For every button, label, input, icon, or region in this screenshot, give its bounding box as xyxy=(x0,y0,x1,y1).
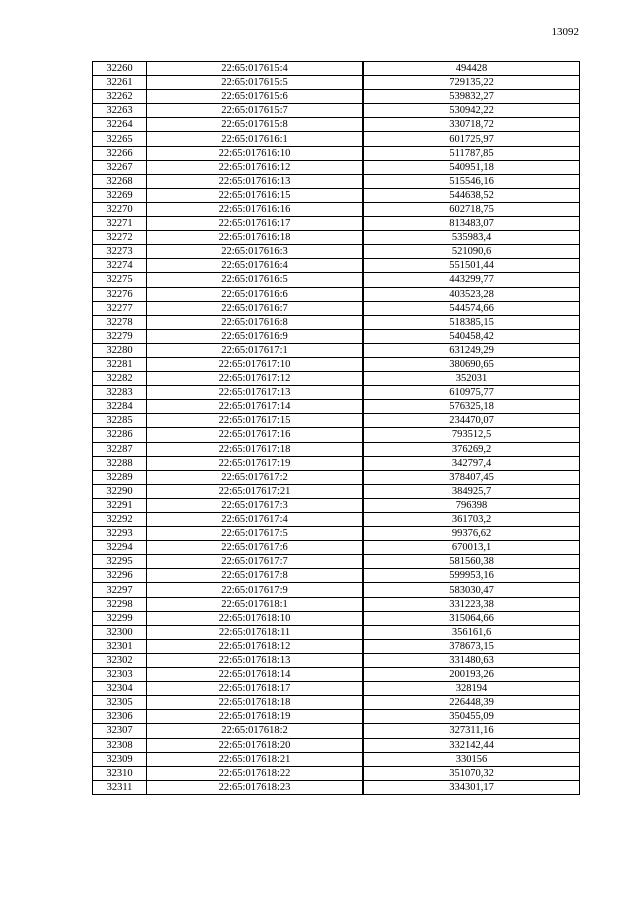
table-row xyxy=(93,456,580,470)
cadastral-number-cell: 22:65:017618:21 xyxy=(147,752,364,766)
cadastral-number-cell: 22:65:017618:18 xyxy=(147,696,364,710)
cadastral-number-cell: 22:65:017618:19 xyxy=(147,710,364,724)
cadastral-number-cell: 22:65:017616:13 xyxy=(147,174,364,188)
cadastral-number-cell: 22:65:017617:3 xyxy=(147,498,364,512)
table-row xyxy=(93,569,580,583)
value-cell: 330156 xyxy=(363,752,580,766)
table-row xyxy=(93,442,580,456)
row-number-cell: 32269 xyxy=(93,188,147,202)
cadastral-number-cell: 22:65:017617:14 xyxy=(147,400,364,414)
row-number-cell: 32289 xyxy=(93,470,147,484)
table-row xyxy=(93,738,580,752)
cadastral-number-cell: 22:65:017616:3 xyxy=(147,245,364,259)
cadastral-number-cell: 22:65:017615:8 xyxy=(147,118,364,132)
cadastral-number-cell: 22:65:017616:9 xyxy=(147,329,364,343)
table-row xyxy=(93,132,580,146)
cadastral-number-cell: 22:65:017616:10 xyxy=(147,146,364,160)
cadastral-number-cell: 22:65:017616:7 xyxy=(147,301,364,315)
row-number-cell: 32272 xyxy=(93,231,147,245)
row-number-cell: 32273 xyxy=(93,245,147,259)
row-number-cell: 32285 xyxy=(93,414,147,428)
row-number-cell: 32305 xyxy=(93,696,147,710)
value-cell: 631249,29 xyxy=(363,343,580,357)
page-number: 13092 xyxy=(551,26,579,38)
cadastral-number-cell: 22:65:017616:15 xyxy=(147,188,364,202)
table-row xyxy=(93,400,580,414)
value-cell: 352031 xyxy=(363,372,580,386)
row-number-cell: 32266 xyxy=(93,146,147,160)
row-number-cell: 32300 xyxy=(93,625,147,639)
cadastral-number-cell: 22:65:017615:7 xyxy=(147,104,364,118)
table-row xyxy=(93,62,580,76)
table-row xyxy=(93,217,580,231)
table-row xyxy=(93,104,580,118)
value-cell: 378673,15 xyxy=(363,639,580,653)
table-row xyxy=(93,470,580,484)
cadastral-number-cell: 22:65:017618:2 xyxy=(147,724,364,738)
table-row xyxy=(93,668,580,682)
table-row xyxy=(93,555,580,569)
value-cell: 551501,44 xyxy=(363,259,580,273)
table-row xyxy=(93,329,580,343)
value-cell: 518385,15 xyxy=(363,315,580,329)
table-row xyxy=(93,259,580,273)
cadastral-number-cell: 22:65:017616:5 xyxy=(147,273,364,287)
row-number-cell: 32280 xyxy=(93,343,147,357)
value-cell: 315064,66 xyxy=(363,611,580,625)
cadastral-number-cell: 22:65:017615:4 xyxy=(147,62,364,76)
cadastral-number-cell: 22:65:017618:14 xyxy=(147,668,364,682)
cadastral-number-cell: 22:65:017616:8 xyxy=(147,315,364,329)
value-cell: 384925,7 xyxy=(363,484,580,498)
value-cell: 99376,62 xyxy=(363,527,580,541)
cadastral-number-cell: 22:65:017618:1 xyxy=(147,597,364,611)
row-number-cell: 32282 xyxy=(93,372,147,386)
table-row xyxy=(93,301,580,315)
row-number-cell: 32292 xyxy=(93,513,147,527)
cadastral-number-cell: 22:65:017617:7 xyxy=(147,555,364,569)
value-cell: 200193,26 xyxy=(363,668,580,682)
row-number-cell: 32284 xyxy=(93,400,147,414)
row-number-cell: 32268 xyxy=(93,174,147,188)
cadastral-number-cell: 22:65:017617:6 xyxy=(147,541,364,555)
value-cell: 332142,44 xyxy=(363,738,580,752)
cadastral-number-cell: 22:65:017617:15 xyxy=(147,414,364,428)
row-number-cell: 32277 xyxy=(93,301,147,315)
value-cell: 331223,38 xyxy=(363,597,580,611)
value-cell: 813483,07 xyxy=(363,217,580,231)
table-row xyxy=(93,724,580,738)
table-row xyxy=(93,386,580,400)
cadastral-number-cell: 22:65:017617:1 xyxy=(147,343,364,357)
row-number-cell: 32302 xyxy=(93,653,147,667)
table-row xyxy=(93,76,580,90)
cadastral-number-cell: 22:65:017618:10 xyxy=(147,611,364,625)
value-cell: 351070,32 xyxy=(363,766,580,780)
cadastral-number-cell: 22:65:017617:18 xyxy=(147,442,364,456)
table-row xyxy=(93,541,580,555)
table-body xyxy=(93,62,580,795)
row-number-cell: 32265 xyxy=(93,132,147,146)
table-row xyxy=(93,766,580,780)
table-row xyxy=(93,513,580,527)
table-row xyxy=(93,484,580,498)
row-number-cell: 32310 xyxy=(93,766,147,780)
row-number-cell: 32275 xyxy=(93,273,147,287)
value-cell: 793512,5 xyxy=(363,428,580,442)
value-cell: 670013,1 xyxy=(363,541,580,555)
value-cell: 796398 xyxy=(363,498,580,512)
cadastral-number-cell: 22:65:017618:13 xyxy=(147,653,364,667)
table-row xyxy=(93,357,580,371)
cadastral-number-cell: 22:65:017617:2 xyxy=(147,470,364,484)
table-row xyxy=(93,780,580,794)
table-row xyxy=(93,611,580,625)
value-cell: 331480,63 xyxy=(363,653,580,667)
cadastral-number-cell: 22:65:017618:12 xyxy=(147,639,364,653)
table-row xyxy=(93,498,580,512)
cadastral-number-cell: 22:65:017617:9 xyxy=(147,583,364,597)
cadastral-number-cell: 22:65:017617:8 xyxy=(147,569,364,583)
row-number-cell: 32276 xyxy=(93,287,147,301)
cadastral-number-cell: 22:65:017616:16 xyxy=(147,202,364,216)
table-row xyxy=(93,118,580,132)
row-number-cell: 32295 xyxy=(93,555,147,569)
value-cell: 583030,47 xyxy=(363,583,580,597)
row-number-cell: 32281 xyxy=(93,357,147,371)
value-cell: 581560,38 xyxy=(363,555,580,569)
row-number-cell: 32279 xyxy=(93,329,147,343)
row-number-cell: 32260 xyxy=(93,62,147,76)
table-row xyxy=(93,90,580,104)
value-cell: 327311,16 xyxy=(363,724,580,738)
row-number-cell: 32294 xyxy=(93,541,147,555)
row-number-cell: 32278 xyxy=(93,315,147,329)
row-number-cell: 32307 xyxy=(93,724,147,738)
row-number-cell: 32264 xyxy=(93,118,147,132)
cadastral-number-cell: 22:65:017615:5 xyxy=(147,76,364,90)
row-number-cell: 32286 xyxy=(93,428,147,442)
table-row xyxy=(93,428,580,442)
table-row xyxy=(93,682,580,696)
cadastral-number-cell: 22:65:017618:22 xyxy=(147,766,364,780)
value-cell: 234470,07 xyxy=(363,414,580,428)
row-number-cell: 32288 xyxy=(93,456,147,470)
row-number-cell: 32261 xyxy=(93,76,147,90)
row-number-cell: 32299 xyxy=(93,611,147,625)
row-number-cell: 32311 xyxy=(93,780,147,794)
row-number-cell: 32303 xyxy=(93,668,147,682)
row-number-cell: 32304 xyxy=(93,682,147,696)
cadastral-number-cell: 22:65:017617:21 xyxy=(147,484,364,498)
table-row xyxy=(93,372,580,386)
value-cell: 515546,16 xyxy=(363,174,580,188)
value-cell: 729135,22 xyxy=(363,76,580,90)
value-cell: 540951,18 xyxy=(363,160,580,174)
value-cell: 334301,17 xyxy=(363,780,580,794)
table-row xyxy=(93,625,580,639)
value-cell: 361703,2 xyxy=(363,513,580,527)
value-cell: 342797,4 xyxy=(363,456,580,470)
value-cell: 328194 xyxy=(363,682,580,696)
value-cell: 226448,39 xyxy=(363,696,580,710)
value-cell: 599953,16 xyxy=(363,569,580,583)
value-cell: 521090,6 xyxy=(363,245,580,259)
cadastral-number-cell: 22:65:017616:6 xyxy=(147,287,364,301)
cadastral-number-cell: 22:65:017617:10 xyxy=(147,357,364,371)
value-cell: 330718,72 xyxy=(363,118,580,132)
row-number-cell: 32293 xyxy=(93,527,147,541)
row-number-cell: 32297 xyxy=(93,583,147,597)
table-row xyxy=(93,202,580,216)
table-row xyxy=(93,174,580,188)
value-cell: 378407,45 xyxy=(363,470,580,484)
value-cell: 380690,65 xyxy=(363,357,580,371)
row-number-cell: 32267 xyxy=(93,160,147,174)
value-cell: 576325,18 xyxy=(363,400,580,414)
table-row xyxy=(93,414,580,428)
row-number-cell: 32287 xyxy=(93,442,147,456)
cadastral-number-cell: 22:65:017618:11 xyxy=(147,625,364,639)
row-number-cell: 32271 xyxy=(93,217,147,231)
table-row xyxy=(93,315,580,329)
row-number-cell: 32308 xyxy=(93,738,147,752)
value-cell: 535983,4 xyxy=(363,231,580,245)
table-row xyxy=(93,597,580,611)
cadastral-number-cell: 22:65:017617:5 xyxy=(147,527,364,541)
value-cell: 356161,6 xyxy=(363,625,580,639)
table-row xyxy=(93,527,580,541)
cadastral-number-cell: 22:65:017616:18 xyxy=(147,231,364,245)
data-table xyxy=(92,61,580,795)
table-row xyxy=(93,231,580,245)
table-row xyxy=(93,343,580,357)
table-row xyxy=(93,583,580,597)
table-row xyxy=(93,188,580,202)
row-number-cell: 32290 xyxy=(93,484,147,498)
table-row xyxy=(93,639,580,653)
value-cell: 530942,22 xyxy=(363,104,580,118)
cadastral-number-cell: 22:65:017617:13 xyxy=(147,386,364,400)
table-row xyxy=(93,273,580,287)
value-cell: 540458,42 xyxy=(363,329,580,343)
table-row xyxy=(93,146,580,160)
cadastral-number-cell: 22:65:017616:1 xyxy=(147,132,364,146)
row-number-cell: 32296 xyxy=(93,569,147,583)
row-number-cell: 32274 xyxy=(93,259,147,273)
cadastral-number-cell: 22:65:017617:4 xyxy=(147,513,364,527)
cadastral-number-cell: 22:65:017618:17 xyxy=(147,682,364,696)
value-cell: 494428 xyxy=(363,62,580,76)
cadastral-number-cell: 22:65:017618:23 xyxy=(147,780,364,794)
cadastral-number-cell: 22:65:017617:16 xyxy=(147,428,364,442)
table-row xyxy=(93,287,580,301)
row-number-cell: 32306 xyxy=(93,710,147,724)
cadastral-number-cell: 22:65:017616:4 xyxy=(147,259,364,273)
cadastral-number-cell: 22:65:017618:20 xyxy=(147,738,364,752)
table-row xyxy=(93,245,580,259)
row-number-cell: 32298 xyxy=(93,597,147,611)
row-number-cell: 32301 xyxy=(93,639,147,653)
value-cell: 544574,66 xyxy=(363,301,580,315)
table-row xyxy=(93,653,580,667)
table-row xyxy=(93,752,580,766)
table-row xyxy=(93,696,580,710)
value-cell: 539832,27 xyxy=(363,90,580,104)
value-cell: 544638,52 xyxy=(363,188,580,202)
cadastral-number-cell: 22:65:017617:19 xyxy=(147,456,364,470)
row-number-cell: 32262 xyxy=(93,90,147,104)
table-row xyxy=(93,160,580,174)
cadastral-number-cell: 22:65:017616:17 xyxy=(147,217,364,231)
table-row xyxy=(93,710,580,724)
value-cell: 403523,28 xyxy=(363,287,580,301)
value-cell: 350455,09 xyxy=(363,710,580,724)
row-number-cell: 32270 xyxy=(93,202,147,216)
value-cell: 511787,85 xyxy=(363,146,580,160)
row-number-cell: 32309 xyxy=(93,752,147,766)
value-cell: 443299,77 xyxy=(363,273,580,287)
row-number-cell: 32263 xyxy=(93,104,147,118)
cadastral-number-cell: 22:65:017617:12 xyxy=(147,372,364,386)
value-cell: 610975,77 xyxy=(363,386,580,400)
value-cell: 602718,75 xyxy=(363,202,580,216)
value-cell: 601725,97 xyxy=(363,132,580,146)
value-cell: 376269,2 xyxy=(363,442,580,456)
cadastral-number-cell: 22:65:017616:12 xyxy=(147,160,364,174)
row-number-cell: 32291 xyxy=(93,498,147,512)
row-number-cell: 32283 xyxy=(93,386,147,400)
cadastral-number-cell: 22:65:017615:6 xyxy=(147,90,364,104)
